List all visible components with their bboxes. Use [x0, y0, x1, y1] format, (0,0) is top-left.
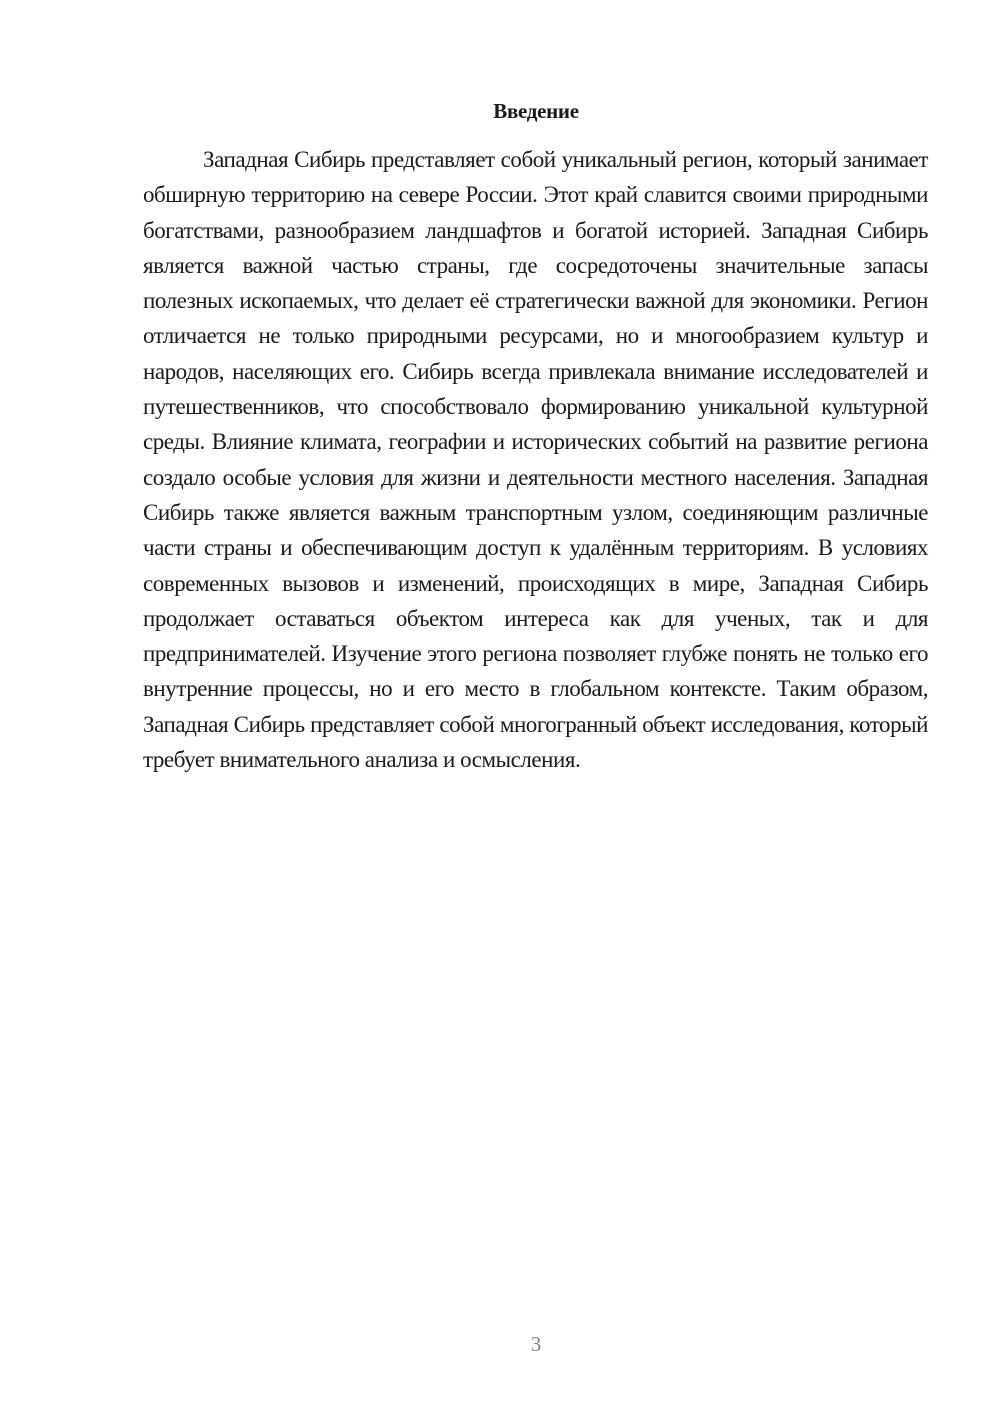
page-number: 3	[530, 1332, 542, 1356]
intro-paragraph: Западная Сибирь представляет собой уникальный регион, который занимает обширную территорию на севере России. Этот край славится своими природными богатствами, разнообразием ландшафтов и богатой историей. Западная Сибирь является важной частью страны, где сосредоточены значительные запасы полезных ископаемых, что делает её стратегически важной для экономики. Регион отличается не только природными ресурсами, но и многообразием культур и народов, населяющих его. Сибирь всегда привлекала внимание исследователей и путешественников, что способствовало формированию уникальной культурной среды. Влияние климата, географии и исторических событий на развитие региона создало особые условия для жизни и деятельности местного населения. Западная Сибирь также является важным транспортным узлом, соединяющим различные части страны и обеспечивающим доступ к удалённым территориям. В условиях современных вызовов и изменений, происходящих в мире, Западная Сибирь продолжает оставаться объектом интереса как для ученых, так и для предпринимателей. Изучение этого региона позволяет глубже понять не только его внутренние процессы, но и его место в глобальном контексте. Таким образом, Западная Сибирь представляет собой многогранный объект исследования, который требует внимательного анализа и осмысления.	[143, 147, 928, 773]
section-heading: Введение	[493, 99, 579, 123]
